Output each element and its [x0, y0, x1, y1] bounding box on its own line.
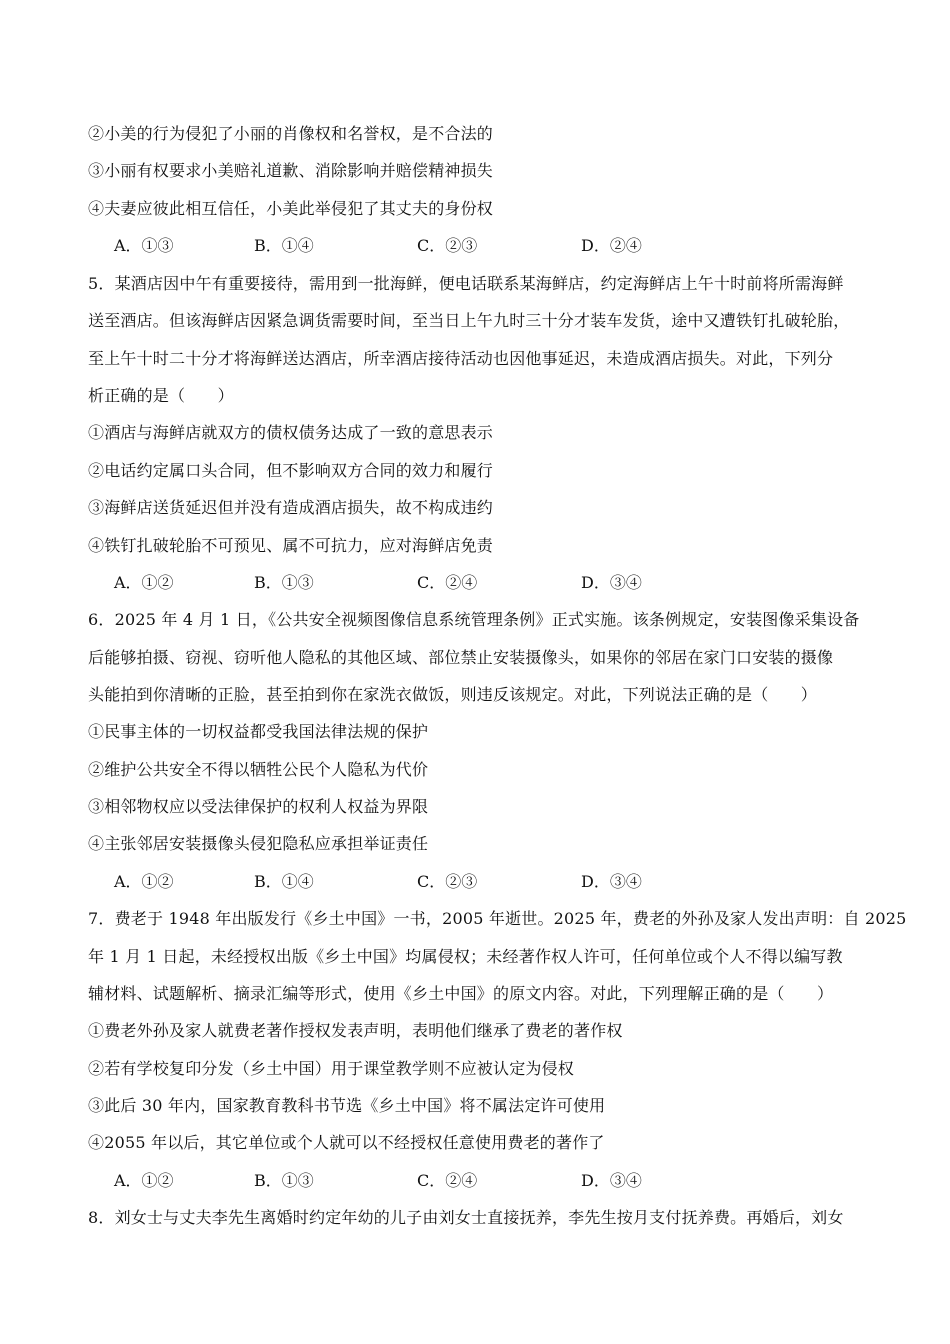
q7-option-2: ②若有学校复印分发（乡土中国）用于课堂教学则不应被认定为侵权	[88, 1059, 575, 1078]
q5-option-4: ④铁钉扎破轮胎不可预见、属不可抗力，应对海鲜店免责	[88, 536, 494, 555]
q6-option-3: ③相邻物权应以受法律保护的权利人权益为界限	[88, 797, 429, 816]
q6-stem-line-1: 6．2025 年 4 月 1 日，《公共安全视频图像信息系统管理条例》正式实施。该条例规定，安装图像采集设备	[88, 610, 860, 629]
choice-d: D．③④	[581, 573, 642, 592]
choice-a: A．①②	[114, 1171, 174, 1190]
q5-option-1: ①酒店与海鲜店就双方的债权债务达成了一致的意思表示	[88, 423, 494, 442]
prev-option-2: ②小美的行为侵犯了小丽的肖像权和名誉权，是不合法的	[88, 124, 494, 143]
q6-stem-line-3: 头能拍到你清晰的正脸，甚至拍到你在家洗衣做饭，则违反该规定。对此，下列说法正确的是（ ）	[88, 685, 818, 704]
q6-stem-line-2: 后能够拍摄、窃视、窃听他人隐私的其他区域、部位禁止安装摄像头，如果你的邻居在家门口安装的摄像	[88, 648, 834, 667]
choice-a: A．①②	[114, 573, 174, 592]
prev-option-3: ③小丽有权要求小美赔礼道歉、消除影响并赔偿精神损失	[88, 161, 494, 180]
q5-option-3: ③海鲜店送货延迟但并没有造成酒店损失，故不构成违约	[88, 498, 494, 517]
choice-c: C．②③	[417, 872, 478, 891]
q6-option-2: ②维护公共安全不得以牺牲公民个人隐私为代价	[88, 760, 429, 779]
choice-c: C．②④	[417, 573, 478, 592]
q7-option-1: ①费老外孙及家人就费老著作授权发表声明，表明他们继承了费老的著作权	[88, 1021, 623, 1040]
choice-c: C．②④	[417, 1171, 478, 1190]
choice-c: C．②③	[417, 236, 478, 255]
choice-a: A．①②	[114, 872, 174, 891]
q7-option-4: ④2055 年以后，其它单位或个人就可以不经授权任意使用费老的著作了	[88, 1133, 605, 1152]
q7-stem-line-2: 年 1 月 1 日起，未经授权出版《乡土中国》均属侵权；未经著作权人许可，任何单位或个人不得以编写教	[88, 947, 843, 966]
q5-option-2: ②电话约定属口头合同，但不影响双方合同的效力和履行	[88, 461, 494, 480]
q7-stem-line-1: 7．费老于 1948 年出版发行《乡土中国》一书，2005 年逝世。2025 年，费老的外孙及家人发出声明：自 2025	[88, 909, 907, 928]
q5-stem-line-4: 析正确的是（ ）	[88, 386, 234, 405]
choice-d: D．③④	[581, 1171, 642, 1190]
q7-option-3: ③此后 30 年内，国家教育教科书节选《乡土中国》将不属法定许可使用	[88, 1096, 606, 1115]
choice-b: B．①④	[254, 236, 314, 255]
choice-b: B．①③	[254, 1171, 314, 1190]
q7-stem-line-3: 辅材料、试题解析、摘录汇编等形式，使用《乡土中国》的原文内容。对此，下列理解正确的是（ ）	[88, 984, 834, 1003]
q5-stem-line-1: 5．某酒店因中午有重要接待，需用到一批海鲜，便电话联系某海鲜店，约定海鲜店上午十时前将所需海鲜	[88, 274, 844, 293]
choice-d: D．③④	[581, 872, 642, 891]
q5-stem-line-2: 送至酒店。但该海鲜店因紧急调货需要时间，至当日上午九时三十分才装车发货，途中又遭铁钉扎破轮胎，	[88, 311, 850, 330]
choice-a: A．①③	[114, 236, 174, 255]
q6-option-1: ①民事主体的一切权益都受我国法律法规的保护	[88, 722, 429, 741]
q5-stem-line-3: 至上午十时二十分才将海鲜送达酒店，所幸酒店接待活动也因他事延迟，未造成酒店损失。对此，下列分	[88, 349, 834, 368]
prev-option-4: ④夫妻应彼此相互信任，小美此举侵犯了其丈夫的身份权	[88, 199, 494, 218]
q6-option-4: ④主张邻居安装摄像头侵犯隐私应承担举证责任	[88, 834, 429, 853]
choice-b: B．①④	[254, 872, 314, 891]
choice-b: B．①③	[254, 573, 314, 592]
q8-stem-line-1: 8．刘女士与丈夫李先生离婚时约定年幼的儿子由刘女士直接抚养，李先生按月支付抚养费。再婚后，刘女	[88, 1208, 844, 1227]
choice-d: D．②④	[581, 236, 642, 255]
